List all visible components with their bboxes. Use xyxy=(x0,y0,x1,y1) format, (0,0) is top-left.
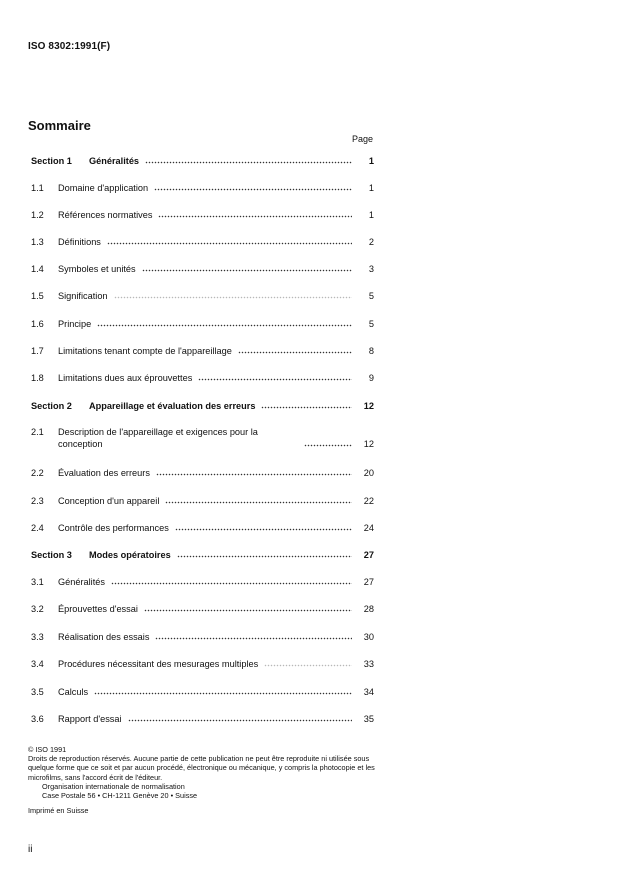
toc-entry-page: 34 xyxy=(363,687,374,697)
organization-address: Case Postale 56 • CH-1211 Genève 20 • Suisse xyxy=(42,791,198,801)
dot-leader xyxy=(107,242,352,245)
copyright-line: © ISO 1991 xyxy=(28,745,67,754)
dot-leader xyxy=(144,609,352,612)
rights-statement: Droits de reproduction réservés. Aucune partie de cette publication ne peut être reproduite ni utilisée sous quelque forme que ce soit et par aucun procédé, électronique ou mécanique, y compris la photocopie et les microfilms, sans l'accord écrit de l'éditeur. xyxy=(28,754,375,782)
toc-entry-label: Domaine d'application xyxy=(58,183,149,193)
toc-entry-row xyxy=(31,263,374,275)
toc-entry-number: 1.8 xyxy=(31,373,44,383)
toc-entry-page: 12 xyxy=(363,439,374,449)
toc-entry-label: Signification xyxy=(58,291,108,301)
toc-entry-label: Évaluation des erreurs xyxy=(58,468,150,478)
toc-entry-number: 3.2 xyxy=(31,604,44,614)
toc-entry-number: 2.1 xyxy=(31,427,44,437)
toc-entry-row xyxy=(31,236,374,248)
toc-entry-number: 1.2 xyxy=(31,210,44,220)
page-number: ii xyxy=(28,844,33,855)
toc-entry-number: 3.5 xyxy=(31,687,44,697)
toc-entry-label: Symboles et unités xyxy=(58,264,136,274)
toc-entry-row xyxy=(31,372,374,384)
toc-entry-number: 1.5 xyxy=(31,291,44,301)
toc-entry-label: Définitions xyxy=(58,237,101,247)
dot-leader xyxy=(165,501,352,504)
toc-entry-label: Conception d'un appareil xyxy=(58,496,160,506)
dot-leader xyxy=(97,324,352,327)
toc-entry-label: Description de l'appareillage et exigences pour la conception xyxy=(58,427,258,449)
dot-leader xyxy=(264,664,352,667)
toc-entry-page: 1 xyxy=(368,183,374,193)
toc-entry-number: 3.1 xyxy=(31,577,44,587)
toc-entry-page: 1 xyxy=(368,210,374,220)
toc-entry-row xyxy=(31,576,374,588)
toc-entry-number: 2.3 xyxy=(31,496,44,506)
toc-entry-page: 24 xyxy=(363,523,374,533)
toc-entry-number: 2.4 xyxy=(31,523,44,533)
toc-entry-label: Généralités xyxy=(58,577,105,587)
document-reference: ISO 8302:1991(F) xyxy=(28,41,111,52)
toc-entry-label: Limitations dues aux éprouvettes xyxy=(58,373,193,383)
toc-entry-page: 27 xyxy=(363,550,374,560)
toc-entry-page: 30 xyxy=(363,632,374,642)
dot-leader xyxy=(158,215,352,218)
toc-entry-row xyxy=(31,318,374,330)
toc-entry-number: 3.3 xyxy=(31,632,44,642)
toc-entry-row xyxy=(31,686,374,698)
toc-entry-label: Calculs xyxy=(58,687,89,697)
toc-entry-page: 35 xyxy=(363,714,374,724)
toc-entry-page: 5 xyxy=(368,319,374,329)
dot-leader xyxy=(128,719,352,722)
dot-leader xyxy=(155,637,352,640)
toc-entry-row xyxy=(31,290,374,302)
toc-entry-page: 33 xyxy=(363,659,374,669)
toc-entry-number: 1.1 xyxy=(31,183,44,193)
page-column-header: Page xyxy=(352,134,374,144)
dot-leader xyxy=(304,444,352,447)
toc-entry-row xyxy=(31,631,374,643)
toc-entry-number: Section 1 xyxy=(31,156,72,166)
dot-leader xyxy=(238,351,352,354)
toc-entry-number: 3.6 xyxy=(31,714,44,724)
dot-leader xyxy=(114,296,352,299)
toc-entry-row xyxy=(31,467,374,479)
toc-entry-label: Contrôle des performances xyxy=(58,523,169,533)
toc-entry-number: Section 2 xyxy=(31,401,72,411)
dot-leader xyxy=(198,378,352,381)
toc-entry-label: Principe xyxy=(58,319,92,329)
toc-entry-label: Modes opératoires xyxy=(89,550,171,560)
toc-entry-label: Appareillage et évaluation des erreurs xyxy=(89,401,256,411)
dot-leader xyxy=(145,161,352,164)
toc-entry-row xyxy=(31,713,374,725)
dot-leader xyxy=(261,406,352,409)
toc-entry-number: 1.3 xyxy=(31,237,44,247)
toc-section-row xyxy=(31,549,374,561)
dot-leader xyxy=(154,188,352,191)
toc-entry-page: 20 xyxy=(363,468,374,478)
dot-leader xyxy=(175,528,352,531)
toc-entry-page: 2 xyxy=(368,237,374,247)
dot-leader xyxy=(111,582,352,585)
toc-entry-page: 12 xyxy=(363,401,374,411)
organization-name: Organisation internationale de normalisation xyxy=(42,781,185,791)
toc-entry-page: 5 xyxy=(368,291,374,301)
toc-entry-page: 3 xyxy=(368,264,374,274)
toc-entry-page: 8 xyxy=(368,346,374,356)
toc-entry-label: Procédures nécessitant des mesurages multiples xyxy=(58,659,259,669)
dot-leader xyxy=(94,692,352,695)
copyright-notice xyxy=(28,745,378,800)
toc-entry-row xyxy=(31,426,374,450)
dot-leader xyxy=(177,555,352,558)
toc-entry-row xyxy=(31,603,374,615)
toc-entry-row xyxy=(31,345,374,357)
toc-entry-page: 1 xyxy=(368,156,374,166)
toc-entry-row xyxy=(31,209,374,221)
toc-entry-row xyxy=(31,495,374,507)
page-title: Sommaire xyxy=(28,118,91,133)
toc-entry-label: Limitations tenant compte de l'appareillage xyxy=(58,346,232,356)
toc-entry-page: 28 xyxy=(363,604,374,614)
toc-entry-page: 27 xyxy=(363,577,374,587)
toc-section-row xyxy=(31,400,374,412)
toc-entry-label: Références normatives xyxy=(58,210,153,220)
toc-section-row xyxy=(31,155,374,167)
printed-in: Imprimé en Suisse xyxy=(28,806,89,815)
toc-entry-label: Généralités xyxy=(89,156,140,166)
toc-entry-number: 3.4 xyxy=(31,659,44,669)
toc-entry-number: 2.2 xyxy=(31,468,44,478)
toc-entry-number: 1.4 xyxy=(31,264,44,274)
toc-entry-row xyxy=(31,182,374,194)
toc-entry-page: 22 xyxy=(363,496,374,506)
toc-entry-row xyxy=(31,658,374,670)
toc-entry-label: Réalisation des essais xyxy=(58,632,150,642)
toc-entry-row xyxy=(31,522,374,534)
toc-entry-number: 1.7 xyxy=(31,346,44,356)
toc-entry-label: Éprouvettes d'essai xyxy=(58,604,138,614)
toc-entry-label: Rapport d'essai xyxy=(58,714,122,724)
dot-leader xyxy=(156,473,352,476)
dot-leader xyxy=(142,269,352,272)
toc-entry-number: Section 3 xyxy=(31,550,72,560)
toc-entry-page: 9 xyxy=(368,373,374,383)
toc-entry-number: 1.6 xyxy=(31,319,44,329)
